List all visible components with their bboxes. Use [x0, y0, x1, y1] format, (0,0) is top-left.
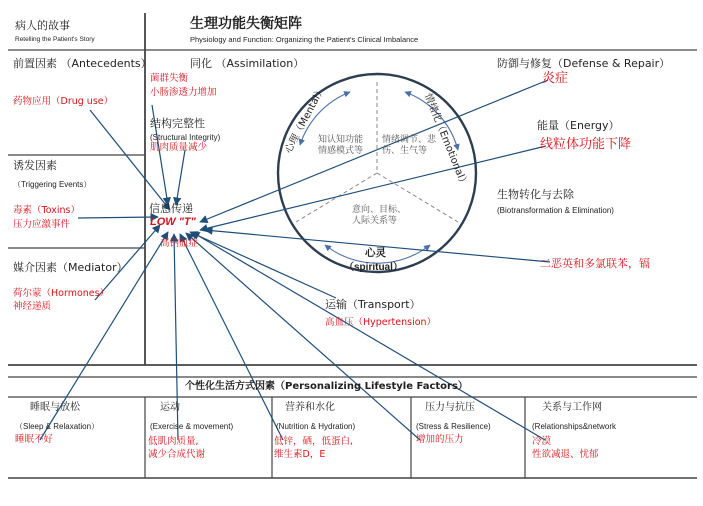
hypertension-note: 高血压（Hypertension）: [325, 317, 437, 328]
spiritual-label: 心灵: [365, 247, 386, 259]
lifestyle-relationships-en: (Relationships&network: [532, 422, 617, 431]
triggering-label-en: （Triggering Events）: [13, 180, 92, 189]
biotransformation-label-en: (Biotransformation & Elimination): [497, 206, 614, 215]
drug-use-note: 药物应用（Drug use）: [13, 96, 114, 107]
mental-label: 心理（Mental）: [283, 84, 328, 156]
toxins-note: 毒素（Toxins）: [13, 205, 80, 216]
emotional-label: 情绪化（Emotional）: [421, 92, 470, 190]
lifestyle-nutrition-note: 低锌，硒，低蛋白, 维生素D，E: [274, 436, 354, 461]
low-t-note: LOW "T": [150, 216, 196, 228]
biotransformation-label: 生物转化与去除: [497, 188, 574, 201]
lifestyle-stress-label: 压力与抗压: [425, 402, 475, 413]
mitochondria-note: 线粒体功能下降: [540, 137, 632, 152]
dysbiosis-note: 菌群失衡: [150, 73, 189, 84]
story-subtitle: Retelling the Patient's Story: [15, 36, 95, 43]
transport-label: 运输（Transport）: [325, 298, 421, 311]
lifestyle-stress-en: (Stress & Resilience): [416, 422, 491, 431]
lifestyle-exercise-en: (Exercise & movement): [150, 422, 234, 431]
meaning-text: 意向、目标、 人际关系等: [352, 205, 407, 227]
lifestyle-nutrition-en: (Nutrition & Hydration): [276, 422, 356, 431]
story-title: 病人的故事: [15, 19, 70, 32]
inflammation-note: 炎症: [542, 71, 569, 86]
stress-event-note: 压力应激事件: [13, 219, 71, 230]
defense-label: 防御与修复（Defense & Repair）: [497, 57, 671, 70]
hyperglycemia-note: 高钠血症: [160, 238, 199, 249]
communication-label: 信息传递: [149, 202, 193, 215]
assimilation-label: 同化 （Assimilation）: [190, 57, 305, 70]
antecedents-label: 前置因素 （Antecedents）: [13, 57, 152, 70]
lifestyle-relationships-note: 冷漠 性欲减退、忧郁: [532, 436, 599, 461]
lifestyle-sleep-note: 睡眠不好: [15, 434, 54, 445]
leaky-gut-note: 小肠渗透力增加: [150, 87, 217, 98]
lifestyle-exercise-note: 低肌肉质量, 减少合成代谢: [148, 436, 206, 461]
lifestyle-sleep-en: （Sleep & Relaxation）: [15, 422, 100, 431]
lifestyle-title: 个性化生活方式因素（Personalizing Lifestyle Factors）: [185, 381, 468, 392]
lifestyle-exercise-label: 运动: [160, 402, 180, 413]
triggering-label: 诱发因素: [13, 159, 57, 172]
emotion-regulation-text: 情绪调节、悲 伤、生气等: [382, 135, 437, 157]
spiritual-label-en: （spiritual）: [344, 262, 403, 273]
lifestyle-nutrition-label: 营养和水化: [285, 402, 335, 413]
neurotransmitters-note: 神经递质: [13, 301, 52, 312]
energy-label: 能量（Energy）: [537, 119, 620, 132]
hormones-note: 荷尔蒙（Hormones）: [13, 288, 110, 299]
lifestyle-sleep-label: 睡眠与放松: [30, 402, 80, 413]
muscle-loss-note: 肌肉质量减少: [150, 142, 208, 153]
lifestyle-stress-note: 增加的压力: [416, 434, 464, 445]
cognition-text: 知认知功能 情感模式等: [318, 135, 364, 157]
page-subtitle: Physiology and Function: Organizing the Patient's Clinical Imbalance: [190, 35, 419, 44]
structural-label: 结构完整性: [150, 117, 205, 130]
lifestyle-relationships-label: 关系与工作网: [542, 402, 602, 413]
dioxin-note: 二恶英和多氯联苯，镉: [540, 257, 650, 270]
structural-label-en: (Structural Integrity): [150, 133, 221, 142]
page-title: 生理功能失衡矩阵: [190, 16, 302, 32]
mediator-label: 媒介因素（Mediator）: [13, 261, 128, 274]
